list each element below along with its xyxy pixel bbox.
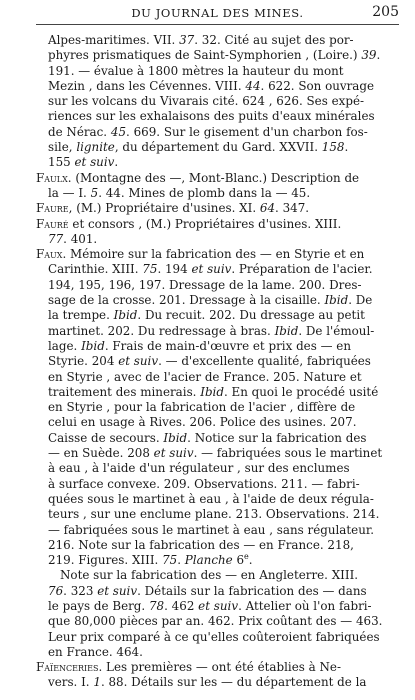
line-segment: Note sur la fabrication des — en Angleterre. XIII. xyxy=(60,568,359,583)
index-text-line xyxy=(36,523,394,538)
line-segment: lignite xyxy=(76,140,115,155)
index-text-column xyxy=(36,33,394,691)
line-segment: riences sur les exhalaisons des puits d'eaux minérales xyxy=(48,109,375,124)
line-segment: . Frais de main-d'œuvre et prix des — en xyxy=(104,338,351,353)
index-text-line xyxy=(36,324,394,339)
line-segment: . Attelier où l'on fabri- xyxy=(238,598,372,613)
line-segment: Leur prix comparé à ce qu'elles coûteroient fabriquées xyxy=(48,629,380,644)
index-text-line xyxy=(36,584,394,599)
running-header xyxy=(36,4,399,22)
index-text-line xyxy=(36,415,394,430)
running-title: DU JOURNAL DES MINES. xyxy=(131,6,304,20)
line-segment: celui en usage à Rives. 206. Police des usines. 207. xyxy=(48,415,357,430)
index-text-line xyxy=(36,109,394,124)
line-segment: et suiv xyxy=(191,262,232,277)
line-segment: Ibid xyxy=(324,293,349,308)
line-segment: 194, 195, 196, 197. Dressage de la lame. 200. Dres- xyxy=(48,277,362,292)
line-segment: Ibid xyxy=(200,384,224,399)
index-text-line xyxy=(36,339,394,354)
line-segment: en Styrie , avec de l'acier de France. 205. Nature et xyxy=(48,369,362,384)
index-text-line xyxy=(36,125,394,140)
line-segment: . 32. Cité au sujet des por- xyxy=(194,33,354,47)
line-segment: sile, xyxy=(48,140,77,155)
index-headword: Faux xyxy=(36,247,63,262)
line-segment: 6 xyxy=(232,553,245,568)
line-segment: . Préparation de l'acier. xyxy=(231,262,373,277)
line-segment: . De xyxy=(348,293,373,308)
line-segment: . Du recuit. 202. Du dressage au petit xyxy=(137,308,365,323)
index-text-line xyxy=(36,140,394,155)
index-text-line xyxy=(36,155,394,170)
index-text-line xyxy=(36,461,394,476)
index-headword: Faure xyxy=(36,201,69,216)
index-text-line xyxy=(36,630,394,645)
line-segment: . 462 xyxy=(164,598,199,613)
line-segment: . Détails sur la fabrication des — dans xyxy=(137,583,367,598)
line-segment: . 323 xyxy=(63,583,98,598)
index-text-line xyxy=(36,599,394,614)
line-segment: Carinthie. XIII. xyxy=(48,262,143,277)
index-text-line xyxy=(36,568,394,583)
line-segment: 78 xyxy=(148,598,165,613)
index-entry-line xyxy=(36,201,394,216)
index-text-line xyxy=(36,293,394,308)
line-segment: Ibid xyxy=(274,323,299,338)
line-segment: . Mémoire sur la fabrication des — en Styrie et en xyxy=(62,247,365,262)
line-segment: . Les premières — ont été établies à Ne- xyxy=(98,660,341,675)
index-text-line xyxy=(36,354,394,369)
index-text-line xyxy=(36,538,394,553)
index-text-line xyxy=(36,232,394,247)
line-segment: que 80,000 pièces par an. 462. Prix coûtant des — 463. xyxy=(48,614,383,629)
index-text-line xyxy=(36,94,394,109)
line-segment: . En quoi le procédé usité xyxy=(223,384,379,399)
line-segment: 76 xyxy=(48,583,64,598)
line-segment: . xyxy=(248,553,253,568)
line-segment: 75 xyxy=(142,262,158,277)
index-headword: Fauré xyxy=(36,216,69,231)
index-text-line xyxy=(36,33,394,48)
index-entry-line xyxy=(36,171,394,186)
line-segment: , (M.) Propriétaire d'usines. XI. xyxy=(68,201,260,216)
line-segment: sage de la crosse. 201. Dressage à la cisaille. xyxy=(48,293,325,308)
line-segment: . De l'émoul- xyxy=(298,323,375,338)
line-segment: vers. I. xyxy=(48,675,94,690)
index-entry-line xyxy=(36,247,394,262)
index-text-line xyxy=(36,614,394,629)
line-segment: Ibid xyxy=(163,430,188,445)
line-segment: . Notice sur la fabrication des xyxy=(187,430,367,445)
line-segment: lage. xyxy=(48,338,82,353)
line-segment: — fabriquées sous le martinet à eau , sans régulateur. xyxy=(48,522,375,537)
line-segment: 5 xyxy=(90,185,99,200)
line-segment: . 44. Mines de plomb dans la — 45. xyxy=(98,185,311,200)
line-segment: . — fabriquées sous le martinet xyxy=(193,446,383,461)
line-segment: 77 xyxy=(48,231,64,246)
line-segment: 37 xyxy=(179,33,195,47)
line-segment: Alpes-maritimes. VII. xyxy=(48,33,180,47)
index-text-line xyxy=(36,446,394,461)
line-segment: . 88. Détails sur les — du département de la xyxy=(100,675,367,690)
index-text-line xyxy=(36,645,394,660)
line-segment: en Styrie , pour la fabrication de l'acier , diffère de xyxy=(48,400,356,415)
line-segment: 155 xyxy=(48,155,75,170)
line-segment: . xyxy=(376,48,381,63)
line-segment: 216. Note sur la fabrication des — en France. 218, xyxy=(48,537,354,552)
line-segment: Mezin , dans les Cévennes. VIII. xyxy=(48,78,246,93)
line-segment: — en Suède. 208 xyxy=(48,446,154,461)
line-segment: . 401. xyxy=(63,231,98,246)
index-headword: Faulx xyxy=(36,170,68,185)
line-segment: 39 xyxy=(361,48,377,63)
line-segment: 158 xyxy=(321,140,345,155)
line-segment: e xyxy=(244,552,249,562)
line-segment: 44 xyxy=(245,78,261,93)
line-segment: , du département du Gard. XXVII. xyxy=(114,140,322,155)
index-headword: Faïenceries xyxy=(36,660,99,675)
index-text-line xyxy=(36,308,394,323)
index-text-line xyxy=(36,507,394,522)
line-segment: de Nérac. xyxy=(48,124,111,139)
line-segment: Ibid xyxy=(81,338,105,353)
line-segment: à eau , à l'aide d'un régulateur , sur des enclumes xyxy=(48,461,350,476)
line-segment: . (Montagne des —, Mont-Blanc.) Description de xyxy=(67,170,360,185)
line-segment: traitement des minerais. xyxy=(48,384,201,399)
index-text-line xyxy=(36,48,394,63)
line-segment: . — d'excellente qualité, fabriquées xyxy=(158,354,371,369)
line-segment: 75 xyxy=(162,553,178,568)
line-segment: . xyxy=(177,553,185,568)
line-segment: 45 xyxy=(110,124,127,139)
index-text-line xyxy=(36,477,394,492)
line-segment: 219. Figures. XIII. xyxy=(48,553,163,568)
line-segment: . xyxy=(344,140,349,155)
line-segment: 191. — évalue à 1800 mètres la hauteur du mont xyxy=(48,63,344,78)
line-segment: martinet. 202. Du redressage à bras. xyxy=(48,323,275,338)
line-segment: sur les volcans du Vivarais cité. 624 , 626. Ses expé- xyxy=(48,94,365,109)
line-segment: Planche xyxy=(184,553,233,568)
index-text-line xyxy=(36,492,394,507)
index-entry-line xyxy=(36,217,394,232)
index-text-line xyxy=(36,186,394,201)
line-segment: et consors , (M.) Propriétaires d'usines. XIII. xyxy=(68,216,342,231)
index-text-line xyxy=(36,431,394,446)
index-text-line xyxy=(36,553,394,568)
line-segment: à surface convexe. 209. Observations. 211. — fabri- xyxy=(48,476,360,491)
line-segment: teurs , sur une enclume plane. 213. Observations. 214. xyxy=(48,507,380,522)
index-text-line xyxy=(36,262,394,277)
index-text-line xyxy=(36,278,394,293)
index-text-line xyxy=(36,400,394,415)
line-segment: Caisse de secours. xyxy=(48,430,164,445)
line-segment: Styrie. 204 xyxy=(48,354,119,369)
line-segment: 64 xyxy=(259,201,276,216)
line-segment: et suiv xyxy=(74,155,115,170)
header-rule xyxy=(36,24,399,25)
index-text-line xyxy=(36,370,394,385)
line-segment: et suiv xyxy=(97,583,138,598)
line-segment: . 347. xyxy=(275,201,310,216)
index-text-line xyxy=(36,79,394,94)
line-segment: . 194 xyxy=(157,262,192,277)
line-segment: la — I. xyxy=(48,185,91,200)
line-segment: Ibid xyxy=(113,308,138,323)
line-segment: quées sous le martinet à eau , à l'aide de deux régula- xyxy=(48,491,374,506)
index-text-line xyxy=(36,64,394,79)
line-segment: et suiv xyxy=(118,354,159,369)
line-segment: 1 xyxy=(93,675,101,690)
line-segment: et suiv xyxy=(153,446,194,461)
line-segment: le pays de Berg. xyxy=(48,598,149,613)
line-segment: . 622. Son ouvrage xyxy=(260,78,375,93)
line-segment: . 669. Sur le gisement d'un charbon fos- xyxy=(126,124,368,139)
index-text-line xyxy=(36,385,394,400)
line-segment: et suiv xyxy=(198,598,239,613)
line-segment: phyres prismatiques de Saint-Symphorien , (Loire.) xyxy=(48,48,362,63)
index-text-line xyxy=(36,675,394,690)
index-entry-line xyxy=(36,660,394,675)
line-segment: en France. 464. xyxy=(48,644,143,659)
line-segment: la trempe. xyxy=(48,308,114,323)
line-segment: . xyxy=(114,155,119,170)
page-number: 205 xyxy=(372,4,399,20)
